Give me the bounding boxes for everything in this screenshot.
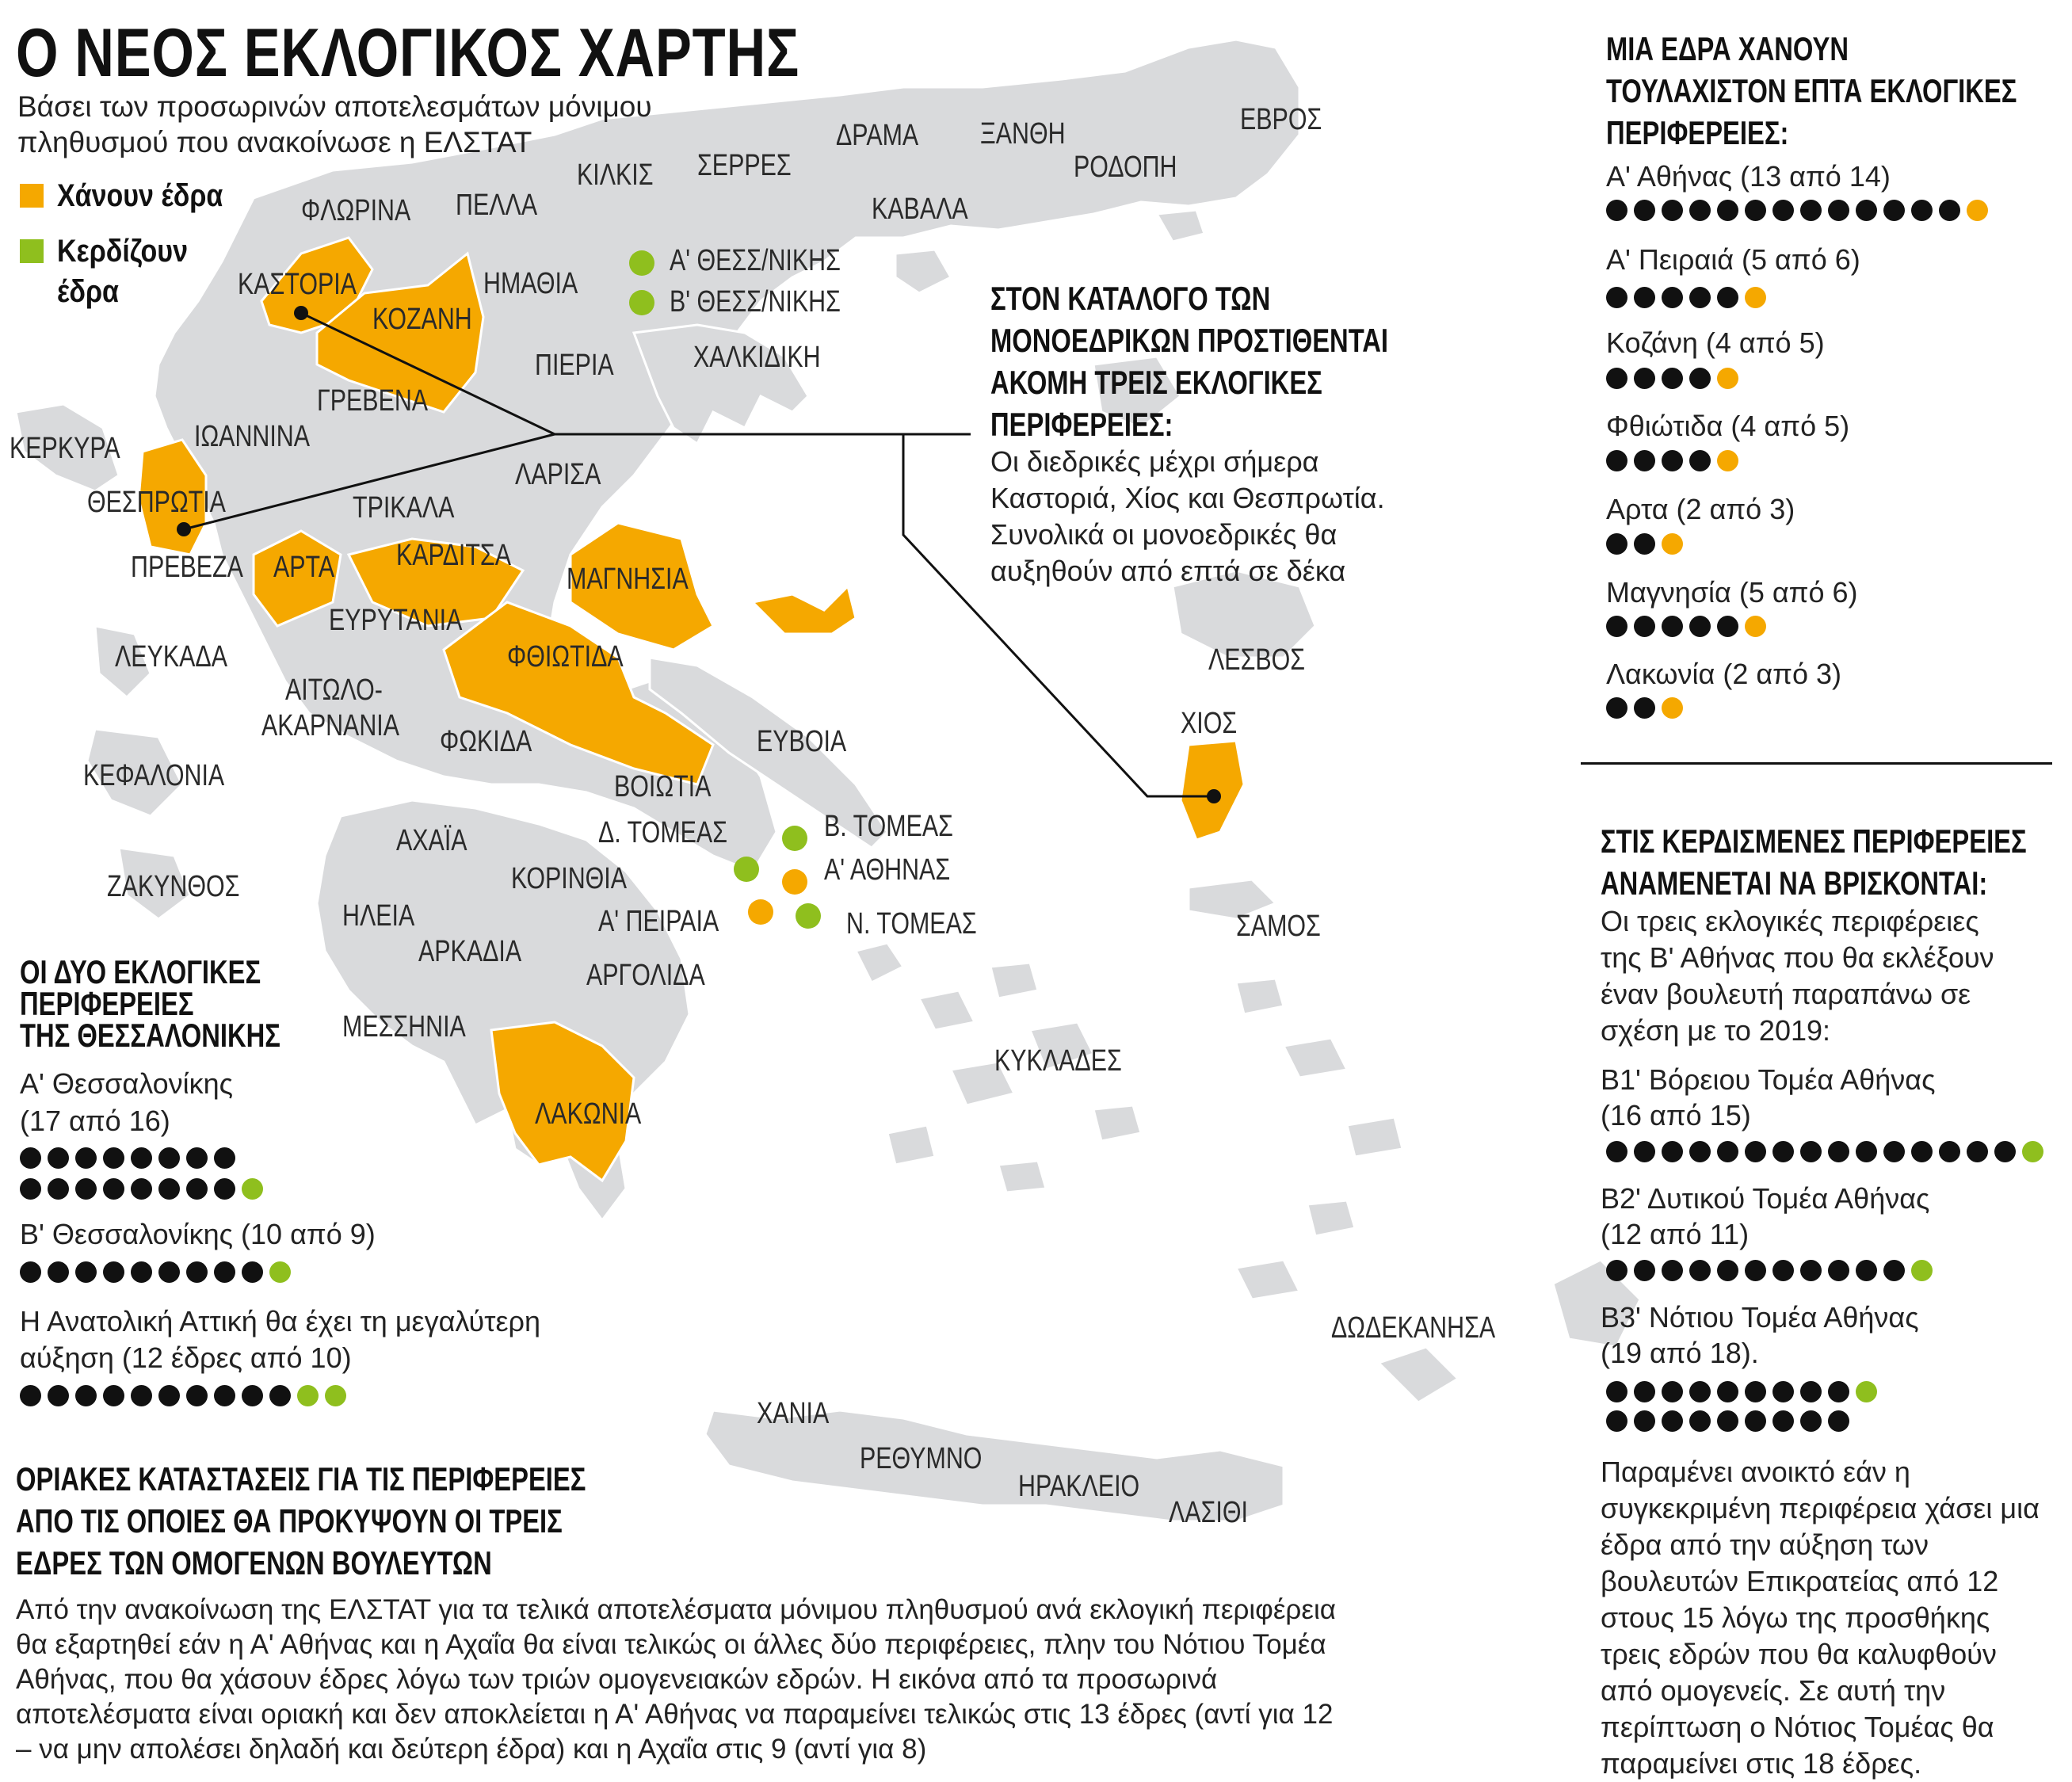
callout-heading-4: ΠΕΡΙΦΕΡΕΙΕΣ: (990, 406, 1173, 443)
label-argolida: ΑΡΓΟΛΙΔΑ (586, 959, 705, 992)
thasos-land (895, 250, 951, 293)
cyclades-6 (1093, 1105, 1141, 1141)
seat-dot (214, 1147, 235, 1169)
legend-gain-label-2: έδρα (57, 274, 119, 309)
label-evrytania: ΕΥΡΥΤΑΝΙΑ (329, 604, 463, 637)
thesprotia-point (177, 522, 191, 536)
label-kozani: ΚΟΖΑΝΗ (372, 303, 472, 336)
b3-dots-row1 (1606, 1381, 1877, 1402)
lose-item-dots (1606, 200, 1988, 221)
seat-dot (1689, 287, 1711, 308)
page-subtitle: Βάσει των προσωρινών αποτελεσμάτων μόνιμου πληθυσμού που ανακοίνωσε η ΕΛΣΤΑΤ (17, 90, 652, 158)
lose-heading-3: ΠΕΡΙΦΕΡΕΙΕΣ: (1606, 114, 1789, 151)
east-attica-dots (20, 1385, 346, 1406)
seat-dot (1911, 200, 1933, 221)
label-karditsa: ΚΑΡΔΙΤΣΑ (396, 539, 511, 572)
cyclades-3 (990, 963, 1038, 998)
lost-seat-dot (1967, 200, 1988, 221)
seat-dot (1606, 1260, 1627, 1281)
a-thess-label: Α' Θεσσαλονίκης (20, 1067, 234, 1100)
gained-seat-dot (297, 1385, 319, 1406)
seat-dot (1634, 287, 1655, 308)
seat-dot (1772, 200, 1794, 221)
seat-dot (103, 1385, 124, 1406)
label-zakynthos: ΖΑΚΥΝΘΟΣ (107, 870, 240, 903)
label-chalkidiki: ΧΑΛΚΙΔΙΚΗ (693, 341, 821, 374)
seat-dot (1606, 533, 1627, 555)
label-voiotia: ΒΟΙΩΤΙΑ (614, 770, 712, 803)
seat-dot (1939, 200, 1960, 221)
seat-dot (131, 1261, 152, 1283)
seat-dot (1717, 1141, 1738, 1162)
seat-dot (214, 1261, 235, 1283)
seat-dot (1717, 616, 1738, 637)
label-lesvos: ΛΕΣΒΟΣ (1208, 643, 1306, 677)
seat-dot (131, 1147, 152, 1169)
seat-dot (1800, 1141, 1822, 1162)
dodec-2 (1284, 1038, 1347, 1078)
karpathos-land (1379, 1347, 1458, 1402)
gained-seat-dot (242, 1178, 263, 1200)
gained-seat-dot (1911, 1260, 1933, 1281)
b1-dots (1606, 1141, 2043, 1162)
lose-item-dots (1606, 287, 1766, 308)
lose-item-label: Φθιώτιδα (4 από 5) (1606, 410, 1850, 442)
label-v-tomeas: Β. ΤΟΜΕΑΣ (824, 810, 953, 843)
b2-dots (1606, 1260, 1933, 1281)
cyclades-2 (919, 990, 975, 1030)
seat-dot (1994, 1141, 2016, 1162)
label-chania: ΧΑΝΙΑ (757, 1397, 830, 1430)
label-kefalonia: ΚΕΦΑΛΟΝΙΑ (83, 759, 225, 792)
lost-seat-dot (1745, 616, 1766, 637)
label-korinthia: ΚΟΡΙΝΘΙΑ (511, 862, 628, 895)
seat-dot (186, 1147, 208, 1169)
label-aitolo-1: ΑΙΤΩΛΟ- (285, 673, 383, 707)
seat-dot (20, 1385, 41, 1406)
seat-dot (1800, 1410, 1822, 1432)
b2-count: (12 από 11) (1601, 1218, 1750, 1250)
seat-dot (131, 1178, 152, 1200)
label-pella: ΠΕΛΛΑ (456, 189, 538, 222)
label-b-thess: Β' ΘΕΣΣ/ΝΙΚΗΣ (670, 285, 841, 319)
dodec-1 (1236, 979, 1284, 1014)
seat-dot (1717, 200, 1738, 221)
seat-dot (1634, 1260, 1655, 1281)
callout-heading-3: ΑΚΟΜΗ ΤΡΕΙΣ ΕΚΛΟΓΙΚΕΣ (990, 364, 1322, 401)
seat-dot (1689, 1410, 1711, 1432)
seat-dot (1662, 1381, 1683, 1402)
seat-dot (242, 1261, 263, 1283)
seat-dot (1606, 287, 1627, 308)
seat-dot (1689, 200, 1711, 221)
seat-dot (1689, 368, 1711, 389)
seat-dot (75, 1147, 97, 1169)
dodec-4 (1307, 1200, 1355, 1236)
seat-dot (158, 1261, 180, 1283)
lost-seat-dot (1662, 697, 1683, 719)
samothraki-land (1157, 210, 1204, 242)
cyclades-1 (856, 943, 903, 983)
label-drama: ΔΡΑΜΑ (836, 119, 919, 152)
thess-heading-3: ΤΗΣ ΘΕΣΣΑΛΟΝΙΚΗΣ (20, 1017, 280, 1054)
seat-dot (1689, 450, 1711, 471)
seat-dot (1911, 1141, 1933, 1162)
label-xios: ΧΙΟΣ (1181, 707, 1238, 740)
seat-dot (1662, 450, 1683, 471)
label-ioannina: ΙΩΑΝΝΙΝΑ (194, 420, 311, 453)
lose-item-label: Λακωνία (2 από 3) (1606, 658, 1842, 690)
lose-item-dots (1606, 368, 1738, 389)
seat-dot (75, 1178, 97, 1200)
thess-heading-2: ΠΕΡΙΦΕΡΕΙΕΣ (20, 985, 194, 1022)
seat-dot (1606, 450, 1627, 471)
seat-dot (20, 1147, 41, 1169)
east-attica-text: Η Ανατολική Αττική θα έχει τη μεγαλύτερη αύξηση (12 έδρες από 10) (20, 1305, 541, 1374)
seat-dot (1634, 1410, 1655, 1432)
label-kilkis: ΚΙΛΚΙΣ (577, 158, 654, 192)
legend-lose-label: Χάνουν έδρα (57, 178, 223, 213)
label-trikala: ΤΡΙΚΑΛΑ (353, 491, 455, 525)
label-messinia: ΜΕΣΣΗΝΙΑ (342, 1010, 466, 1044)
lose-item-dots (1606, 533, 1683, 555)
seat-dot (48, 1178, 69, 1200)
seat-dot (1745, 1410, 1766, 1432)
label-magnisia: ΜΑΓΝΗΣΙΑ (567, 563, 689, 596)
cyclades-8 (998, 1161, 1046, 1192)
a-thess-dots-row1 (20, 1147, 235, 1169)
seat-dot (48, 1385, 69, 1406)
seat-dot (1800, 1260, 1822, 1281)
seat-dot (186, 1385, 208, 1406)
xios-point (1207, 789, 1221, 803)
a-thess-marker (629, 250, 654, 276)
label-d-tomeas: Δ. ΤΟΜΕΑΣ (598, 816, 727, 849)
label-samos: ΣΑΜΟΣ (1236, 910, 1321, 943)
seat-dot (1634, 616, 1655, 637)
lose-item-label: Αρτα (2 από 3) (1606, 493, 1795, 525)
label-pieria: ΠΙΕΡΙΑ (535, 349, 614, 382)
seat-dot (20, 1178, 41, 1200)
seat-dot (214, 1385, 235, 1406)
seat-dot (48, 1261, 69, 1283)
seat-dot (1662, 616, 1683, 637)
seat-dot (1634, 368, 1655, 389)
lose-item-dots (1606, 450, 1738, 471)
seat-dot (1634, 533, 1655, 555)
seat-dot (158, 1385, 180, 1406)
label-grevena: ΓΡΕΒΕΝΑ (317, 384, 429, 418)
seat-dot (48, 1147, 69, 1169)
gain-intro: Οι τρεις εκλογικές περιφέρειες της Β' Αθήνας που θα εκλέξουν έναν βουλευτή παραπάνω σε σχέση με το 2019: (1601, 905, 1994, 1047)
bottom-text: Από την ανακοίνωση της ΕΛΣΤΑΤ για τα τελικά αποτελέσματα μόνιμου πληθυσμού ανά εκλογική περιφέρεια θα εξαρτηθεί εάν η Α' Αθήνας και η Αχαΐα θα είναι τελικώς οι άλλες δύο περιφέρειες, πλην του Νότιου Τομέα Αθήνας, που θα χάσουν έδρες λόγω των τριών ομογενειακών εδρών. Η εικόνα από τα προσωρινά αποτελέσματα είναι οριακή και δεν αποκλείεται η Α' Αθήνας να παραμείνει τελικώς στις 13 έδρες (αντί για 12 – να μην απολέσει δηλαδή και δεύτερη έδρα) και η Αχαΐα στις 9 (αντί για 8) (16, 1594, 1336, 1765)
label-evoia: ΕΥΒΟΙΑ (757, 725, 847, 758)
seat-dot (1772, 1410, 1794, 1432)
label-n-tomeas: Ν. ΤΟΜΕΑΣ (846, 907, 977, 941)
lost-seat-dot (1662, 533, 1683, 555)
label-kastoria: ΚΑΣΤΟΡΙΑ (238, 268, 357, 301)
callout-heading-2: ΜΟΝΟΕΔΡΙΚΩΝ ΠΡΟΣΤΙΘΕΝΤΑΙ (990, 322, 1389, 359)
seat-dot (158, 1178, 180, 1200)
seat-dot (186, 1178, 208, 1200)
seat-dot (1745, 1381, 1766, 1402)
seat-dot (1772, 1141, 1794, 1162)
lose-swatch (20, 184, 44, 208)
right-divider (1581, 762, 2052, 765)
seat-dot (75, 1385, 97, 1406)
lose-item-dots (1606, 616, 1766, 637)
seat-dot (103, 1178, 124, 1200)
seat-dot (1772, 1260, 1794, 1281)
bottom-heading-3: ΕΔΡΕΣ ΤΩΝ ΟΜΟΓΕΝΩΝ ΒΟΥΛΕΥΤΩΝ (16, 1544, 492, 1582)
seat-dot (242, 1385, 263, 1406)
label-a-thess: Α' ΘΕΣΣ/ΝΙΚΗΣ (670, 244, 841, 277)
a-peiraia-marker (748, 899, 773, 925)
seat-dot (1772, 1381, 1794, 1402)
label-rodopi: ΡΟΔΟΠΗ (1074, 151, 1177, 184)
seat-dot (1883, 1260, 1905, 1281)
seat-dot (1745, 1260, 1766, 1281)
b2-label: Β2' Δυτικού Τομέα Αθήνας (1601, 1182, 1930, 1215)
sporades-region (753, 586, 856, 634)
lost-seat-dot (1717, 368, 1738, 389)
lose-heading-1: ΜΙΑ ΕΔΡΑ ΧΑΝΟΥΝ (1606, 30, 1849, 67)
lose-item-label: Α' Αθήνας (13 από 14) (1606, 160, 1891, 193)
label-kerkyra: ΚΕΡΚΥΡΑ (10, 432, 120, 465)
n-tomeas-marker (796, 903, 821, 929)
label-arkadia: ΑΡΚΑΔΙΑ (418, 935, 522, 968)
seat-dot (1828, 1381, 1849, 1402)
seat-dot (1939, 1141, 1960, 1162)
seat-dot (1689, 1141, 1711, 1162)
seat-dot (103, 1147, 124, 1169)
label-arta: ΑΡΤΑ (273, 551, 335, 584)
label-a-peiraia: Α' ΠΕΙΡΑΙΑ (598, 905, 719, 938)
gain-heading-1: ΣΤΙΣ ΚΕΡΔΙΣΜΕΝΕΣ ΠΕΡΙΦΕΡΕΙΕΣ (1601, 822, 2027, 860)
b1-label: Β1' Βόρειου Τομέα Αθήνας (1601, 1063, 1936, 1096)
label-preveza: ΠΡΕΒΕΖΑ (131, 551, 243, 584)
legend-gain-label-1: Κερδίζουν (57, 234, 189, 269)
gain-swatch (20, 239, 44, 263)
lose-heading-2: ΤΟΥΛΑΧΙΣΤΟΝ ΕΠΤΑ ΕΚΛΟΓΙΚΕΣ (1606, 72, 2017, 109)
gain-note: Παραμένει ανοικτό εάν η συγκεκριμένη περιφέρεια χάσει μια έδρα από την αύξηση των βουλευτών Επικρατείας από 12 στους 15 λόγω της προσθήκης τρεις εδρών που θα καλυφθούν από ομογενείς. Σε αυτή την περίπτωση ο Νότιος Τομέας θα παραμείνει στις 18 έδρες. (1601, 1456, 2040, 1780)
gained-seat-dot (269, 1261, 291, 1283)
label-xanthi: ΞΑΝΘΗ (980, 117, 1066, 151)
b-thess-dots (20, 1261, 291, 1283)
seat-dot (1717, 1381, 1738, 1402)
seat-dot (1606, 1141, 1627, 1162)
lose-item-label: Μαγνησία (5 από 6) (1606, 576, 1858, 609)
kastoria-point (294, 306, 308, 320)
seat-dot (1634, 1381, 1655, 1402)
lost-seat-dot (1717, 450, 1738, 471)
seat-dot (1689, 616, 1711, 637)
page-title: Ο ΝΕΟΣ ΕΚΛΟΓΙΚΟΣ ΧΑΡΤΗΣ (16, 15, 800, 91)
a-thess-count: (17 από 16) (20, 1105, 170, 1137)
label-dodekanisa: ΔΩΔΕΚΑΝΗΣΑ (1331, 1311, 1496, 1345)
b3-count: (19 από 18). (1601, 1337, 1759, 1369)
label-achaia: ΑΧΑΪΑ (396, 824, 467, 857)
label-imathia: ΗΜΑΘΙΑ (483, 267, 578, 300)
thess-heading-1: ΟΙ ΔΥΟ ΕΚΛΟΓΙΚΕΣ (20, 953, 261, 990)
label-thesprotia: ΘΕΣΠΡΩΤΙΑ (87, 486, 226, 519)
seat-dot (1662, 1141, 1683, 1162)
dodec-5 (1236, 1260, 1299, 1299)
seat-dot (1606, 200, 1627, 221)
label-larisa: ΛΑΡΙΣΑ (515, 458, 601, 491)
seat-dot (1662, 200, 1683, 221)
b1-count: (16 από 15) (1601, 1099, 1751, 1131)
d-tomeas-marker (734, 857, 759, 882)
seat-dot (1606, 616, 1627, 637)
gained-seat-dot (2022, 1141, 2043, 1162)
bottom-heading-1: ΟΡΙΑΚΕΣ ΚΑΤΑΣΤΑΣΕΙΣ ΓΙΑ ΤΙΣ ΠΕΡΙΦΕΡΕΙΕΣ (16, 1460, 586, 1498)
label-ileia: ΗΛΕΙΑ (342, 899, 415, 933)
seat-dot (1634, 450, 1655, 471)
seat-dot (131, 1385, 152, 1406)
label-lasithi: ΛΑΣΙΘΙ (1169, 1496, 1248, 1529)
v-tomeas-marker (782, 826, 807, 851)
seat-dot (1856, 1141, 1877, 1162)
seat-dot (214, 1178, 235, 1200)
seat-dot (1606, 368, 1627, 389)
seat-dot (20, 1261, 41, 1283)
seat-dot (1800, 200, 1822, 221)
seat-dot (1800, 1381, 1822, 1402)
seat-dot (1662, 1260, 1683, 1281)
seat-dot (1828, 1410, 1849, 1432)
gain-heading-2: ΑΝΑΜΕΝΕΤΑΙ ΝΑ ΒΡΙΣΚΟΝΤΑΙ: (1601, 864, 1988, 902)
a-thess-dots-row2 (20, 1178, 263, 1200)
cyclades-7 (887, 1125, 935, 1165)
seat-dot (1606, 697, 1627, 719)
seat-dot (1689, 1260, 1711, 1281)
seat-dot (1856, 200, 1877, 221)
seat-dot (269, 1385, 291, 1406)
gained-seat-dot (1856, 1381, 1877, 1402)
seat-dot (1883, 1141, 1905, 1162)
seat-dot (1828, 200, 1849, 221)
label-serres: ΣΕΡΡΕΣ (697, 149, 792, 182)
seat-dot (1856, 1260, 1877, 1281)
seat-dot (1883, 200, 1905, 221)
label-irakleio: ΗΡΑΚΛΕΙΟ (1018, 1470, 1140, 1503)
gained-seat-dot (325, 1385, 346, 1406)
label-fthiotida: ΦΘΙΩΤΙΔΑ (507, 640, 624, 673)
a-athinas-marker (782, 869, 807, 895)
seat-dot (1662, 368, 1683, 389)
bottom-heading-2: ΑΠΟ ΤΙΣ ΟΠΟΙΕΣ ΘΑ ΠΡΟΚΥΨΟΥΝ ΟΙ ΤΡΕΙΣ (16, 1502, 563, 1540)
label-kavala: ΚΑΒΑΛΑ (872, 193, 968, 226)
seat-dot (1606, 1410, 1627, 1432)
lose-item-label: Κοζάνη (4 από 5) (1606, 326, 1825, 359)
label-kyklades: ΚΥΚΛΑΔΕΣ (994, 1044, 1122, 1078)
seat-dot (1828, 1141, 1849, 1162)
b-thess-label: Β' Θεσσαλονίκης (10 από 9) (20, 1218, 376, 1250)
seat-dot (186, 1261, 208, 1283)
callout-text: Οι διεδρικές μέχρι σήμερα Καστοριά, Χίος και Θεσπρωτία. Συνολικά οι μονοεδρικές θα αυξηθούν από επτά σε δέκα (990, 445, 1385, 587)
lost-seat-dot (1745, 287, 1766, 308)
lose-item-dots (1606, 697, 1683, 719)
seat-dot (1717, 1410, 1738, 1432)
seat-dot (1634, 697, 1655, 719)
seat-dot (1717, 287, 1738, 308)
label-lakonia: ΛΑΚΩΝΙΑ (535, 1097, 642, 1131)
seat-dot (1606, 1381, 1627, 1402)
callout-heading-1: ΣΤΟΝ ΚΑΤΑΛΟΓΟ ΤΩΝ (990, 280, 1271, 317)
lose-item-label: Α' Πειραιά (5 από 6) (1606, 243, 1860, 276)
seat-dot (103, 1261, 124, 1283)
seat-dot (1689, 1381, 1711, 1402)
label-aitolo-2: ΑΚΑΡΝΑΝΙΑ (261, 709, 400, 742)
seat-dot (1662, 1410, 1683, 1432)
label-lefkada: ΛΕΥΚΑΔΑ (115, 640, 227, 673)
label-a-athinas: Α' ΑΘΗΝΑΣ (824, 853, 951, 887)
seat-dot (1634, 200, 1655, 221)
label-evros: ΕΒΡΟΣ (1240, 103, 1322, 136)
seat-dot (1717, 1260, 1738, 1281)
seat-dot (1828, 1260, 1849, 1281)
seat-dot (1967, 1141, 1988, 1162)
seat-dot (1634, 1141, 1655, 1162)
b3-dots-row2 (1606, 1410, 1849, 1432)
seat-dot (75, 1261, 97, 1283)
seat-dot (1745, 1141, 1766, 1162)
seat-dot (1745, 200, 1766, 221)
b3-label: Β3' Νότιου Τομέα Αθήνας (1601, 1301, 1919, 1334)
dodec-3 (1347, 1117, 1402, 1157)
label-fokida: ΦΩΚΙΔΑ (440, 725, 532, 758)
label-florina: ΦΛΩΡΙΝΑ (301, 194, 411, 227)
seat-dot (1662, 287, 1683, 308)
label-rethymno: ΡΕΘΥΜΝΟ (860, 1442, 983, 1475)
seat-dot (158, 1147, 180, 1169)
b-thess-marker (629, 290, 654, 315)
